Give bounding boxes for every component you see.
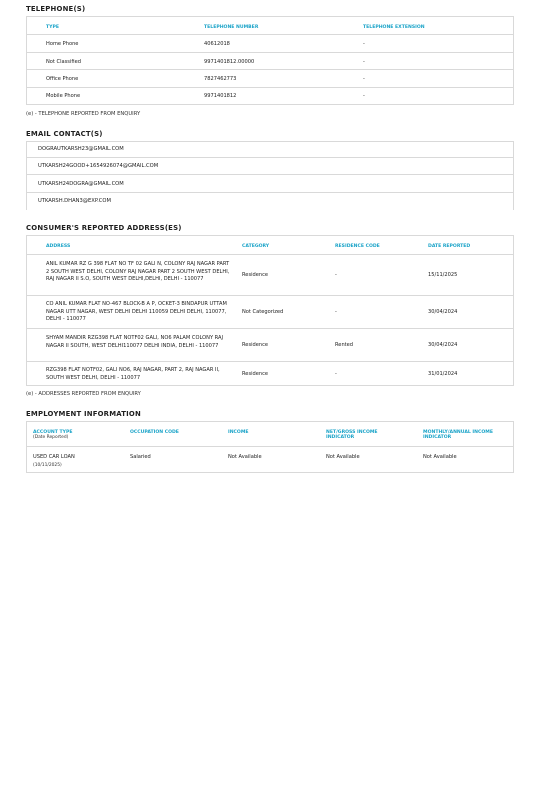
- address-row-3-date: 30/04/2024: [428, 342, 458, 348]
- employment-header-income: INCOME: [228, 430, 249, 435]
- email-item-1: DOGRAUTKARSH23@GMAIL.COM: [38, 146, 124, 152]
- address-note: (e) - ADDRESSES REPORTED FROM ENQUIRY: [26, 391, 141, 397]
- employment-header-date-reported: (Date Reported): [33, 435, 69, 440]
- telephone-row-4-number: 9971401812: [204, 93, 237, 99]
- employment-monthly-annual: Not Available: [423, 454, 457, 460]
- telephone-note: (e) - TELEPHONE REPORTED FROM ENQUIRY: [26, 111, 141, 117]
- telephone-row-1-extension: -: [363, 41, 365, 47]
- address-row-4-date: 31/01/2024: [428, 371, 458, 377]
- address-header-residence-code: RESIDENCE CODE: [335, 244, 380, 249]
- telephone-row-3-number: 7827462773: [204, 76, 237, 82]
- address-row-4-residence-code: -: [335, 371, 337, 377]
- address-row-3-residence-code: Rented: [335, 342, 354, 348]
- employment-occupation: Salaried: [130, 454, 151, 460]
- employment-table: [26, 421, 514, 473]
- email-section-title: EMAIL CONTACT(S): [26, 130, 103, 138]
- address-section-title: CONSUMER'S REPORTED ADDRESS(ES): [26, 224, 182, 232]
- address-row-2-address: CO ANIL KUMAR FLAT NO-467 BLOCK-B A P, OCKET-3 BINDAPUR UTTAM NAGAR UTT NAGAR, WEST DELHI DELHI 110059 DELHI DELHI, 110077, DELHI - 110077: [46, 301, 227, 323]
- telephone-row-4-extension: -: [363, 93, 365, 99]
- address-row-2-category: Not Categorized: [242, 309, 284, 315]
- telephone-row-3-extension: -: [363, 76, 365, 82]
- telephone-row-4-type: Mobile Phone: [46, 93, 81, 99]
- employment-header-net-gross: NET/GROSS INCOME INDICATOR: [326, 430, 378, 440]
- address-row-2-residence-code: -: [335, 309, 337, 315]
- telephone-row-3-type: Office Phone: [46, 76, 79, 82]
- employment-date-reported: (10/11/2025): [33, 462, 62, 468]
- address-row-4-category: Residence: [242, 371, 269, 377]
- telephone-section-title: TELEPHONE(S): [26, 5, 86, 13]
- telephone-header-type: TYPE: [46, 25, 59, 30]
- address-header-category: CATEGORY: [242, 244, 270, 249]
- employment-net-gross: Not Available: [326, 454, 360, 460]
- telephone-row-2-type: Not Classified: [46, 59, 81, 65]
- telephone-header-number: TELEPHONE NUMBER: [204, 25, 259, 30]
- email-item-3: UTKARSH24DOGRA@GMAIL.COM: [38, 181, 124, 187]
- employment-header-occupation: OCCUPATION CODE: [130, 430, 179, 435]
- email-item-2: UTKARSH24GOOD+1654926074@GMAIL.COM: [38, 163, 159, 169]
- address-row-2-date: 30/04/2024: [428, 309, 458, 315]
- address-row-4-address: RZG398 FLAT NOTF02, GALI NO6, RAJ NAGAR, PART 2, RAJ NAGAR II, SOUTH WEST DELHI, DELHI - 110077: [46, 367, 220, 381]
- address-header-address: ADDRESS: [46, 244, 71, 249]
- address-row-1-residence-code: -: [335, 272, 337, 278]
- telephone-table: [26, 16, 514, 105]
- employment-header-monthly-annual: MONTHLY/ANNUAL INCOME INDICATOR: [423, 430, 493, 440]
- telephone-row-1-number: 40612018: [204, 41, 230, 47]
- address-header-date: DATE REPORTED: [428, 244, 471, 249]
- address-row-3-category: Residence: [242, 342, 269, 348]
- employment-account-type: USED CAR LOAN (10/11/2025): [33, 454, 75, 468]
- telephone-row-2-number: 9971401812.00000: [204, 59, 255, 65]
- address-row-1-category: Residence: [242, 272, 269, 278]
- address-row-1-address: ANIL KUMAR RZ G 398 FLAT NO TF 02 GALI N, COLONY RAJ NAGAR PART 2 SOUTH WEST DELHI, COLONY RAJ NAGAR PART 2 SOUTH WEST DELHI, RAJ NAGAR II S.O, SOUTH WEST DELHI,DELHI, DELHI - 110077: [46, 261, 230, 283]
- telephone-row-2-extension: -: [363, 59, 365, 65]
- employment-income: Not Available: [228, 454, 262, 460]
- employment-header-account-type: ACCOUNT TYPE (Date Reported): [33, 430, 73, 440]
- telephone-header-extension: TELEPHONE EXTENSION: [363, 25, 425, 30]
- telephone-row-1-type: Home Phone: [46, 41, 79, 47]
- employment-section-title: EMPLOYMENT INFORMATION: [26, 410, 141, 418]
- address-row-1-date: 15/11/2025: [428, 272, 458, 278]
- address-row-3-address: SHYAM MANDIR RZG398 FLAT NOTF02 GALI, NO6 PALAM COLONY RAJ NAGAR II SOUTH, WEST DELHI110077 DELHI INDIA, DELHI - 110077: [46, 335, 223, 349]
- email-item-4: UTKARSH.DHAN3@EXP.COM: [38, 198, 111, 204]
